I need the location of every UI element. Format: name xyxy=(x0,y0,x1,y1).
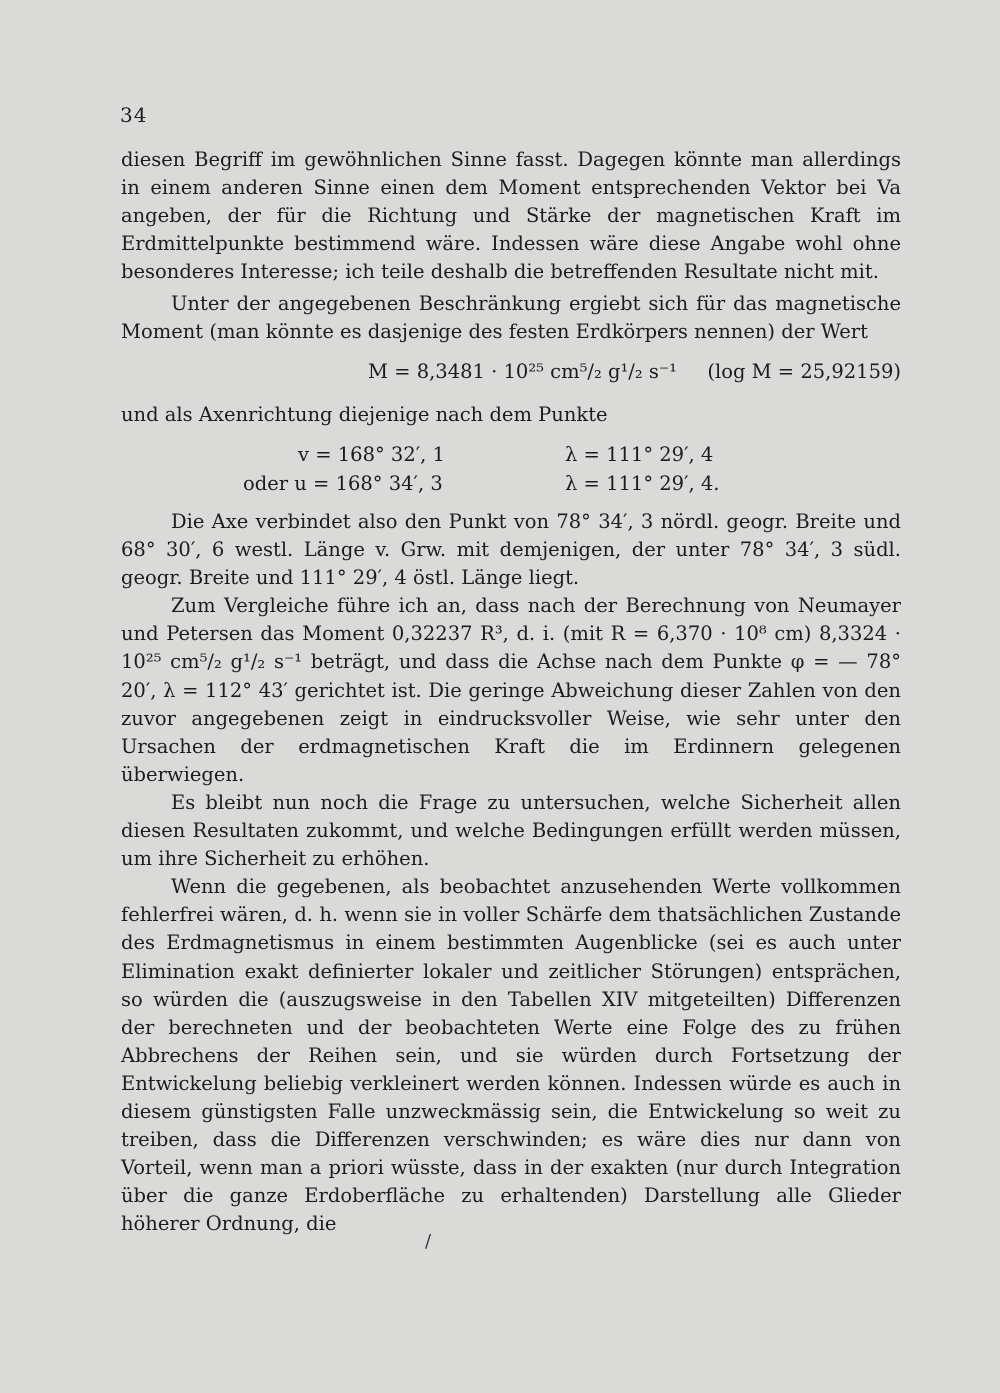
coordinate-v: v = 168° 32′, 1 xyxy=(298,443,445,466)
coordinate-lambda-2: λ = 111° 29′, 4. xyxy=(565,472,720,495)
paragraph-block xyxy=(121,290,901,346)
formula-moment-value: M = 8,3481 · 10²⁵ cm⁵/₂ g¹/₂ s⁻¹ xyxy=(368,360,677,383)
paragraph-error-free-values: Wenn die gegebenen, als beobachtet anzusehenden Werte vollkommen fehlerfrei wären, d. h. wenn sie in voller Schärfe dem thatsächlichen Zustande des Erdmagnetismus in einem bestimmten Augenblicke (sei es auch unter Elimination exakt definierter lokaler und zeitlicher Störungen) entsprächen, so würden die (auszugsweise in den Tabellen XIV mitgeteilten) Differenzen der berechneten und der beobachteten Werte eine Folge des zu frühen Abbrechens der Reihen sein, und sie würden durch Fortsetzung der Entwickelung beliebig verkleinert werden können. Indessen würde es auch in diesem günstigsten Falle unzweckmässig sein, die Entwickelung so weit zu treiben, dass die Differenzen verschwinden; es wäre dies nur dann von Vorteil, wenn man a priori wüsste, dass in der exakten (nur durch Integration über die ganze Erdoberfläche zu erhaltenden) Darstellung alle Glieder höherer Ordnung, die xyxy=(121,875,901,1236)
paragraph-comparison: Zum Vergleiche führe ich an, dass nach der Berechnung von Neumayer und Petersen das Moment 0,32237 R³, d. i. (mit R = 6,370 · 10⁸ cm) 8,3324 · 10²⁵ cm⁵/₂ g¹/₂ s⁻¹ beträgt, und dass die Achse nach dem Punkte φ = — 78° 20′, λ = 112° 43′ gerichtet ist. Die geringe Abweichung dieser Zahlen von den zuvor angegebenen zeigt in eindrucksvoller Weise, wie sehr unter den Ursachen der erdmagnetischen Kraft die im Erdinnern gelegenen überwiegen. xyxy=(121,594,901,786)
paragraph-continuation xyxy=(121,146,901,286)
footer-mark: / xyxy=(425,1231,432,1252)
formula-moment-log: (log M = 25,92159) xyxy=(707,360,901,383)
page-number: 34 xyxy=(120,103,148,127)
coordinate-lambda-1: λ = 111° 29′, 4 xyxy=(565,443,714,466)
paragraph-axis-connection: Die Axe verbindet also den Punkt von 78° 34′, 3 nördl. geogr. Breite und 68° 30′, 6 westl. Länge v. Grw. mit demjenigen, der unter 78° 34′, 3 südl. geogr. Breite und 111° 29′, 4 östl. Länge liegt. xyxy=(121,510,901,590)
paragraph-certainty-question: Es bleibt nun noch die Frage zu untersuchen, welche Sicherheit allen diesen Resultaten zukommt, und welche Bedingungen erfüllt werden müssen, um ihre Sicherheit zu erhöhen. xyxy=(121,790,901,871)
coordinate-u: oder u = 168° 34′, 3 xyxy=(243,472,443,495)
paragraph-magnetic-moment: Unter der angegebenen Beschränkung ergiebt sich für das magnetische Moment (man könnte es dasjenige des festen Erdkörpers nennen) der Wert xyxy=(121,292,901,344)
paragraph-block-main xyxy=(121,508,901,1238)
axis-direction-intro: und als Axenrichtung diejenige nach dem Punkte xyxy=(121,403,608,426)
formula-moment xyxy=(121,360,901,390)
paragraph-moment-vector: diesen Begriff im gewöhnlichen Sinne fasst. Dagegen könnte man allerdings in einem anderen Sinne einen dem Moment entsprechenden Vektor bei Va angeben, der für die Richtung und Stärke der magnetischen Kraft im Erdmittelpunkte bestimmend wäre. Indessen wäre diese Angabe wohl ohne besonderes Interesse; ich teile deshalb die betreffenden Resultate nicht mit. xyxy=(121,148,901,284)
